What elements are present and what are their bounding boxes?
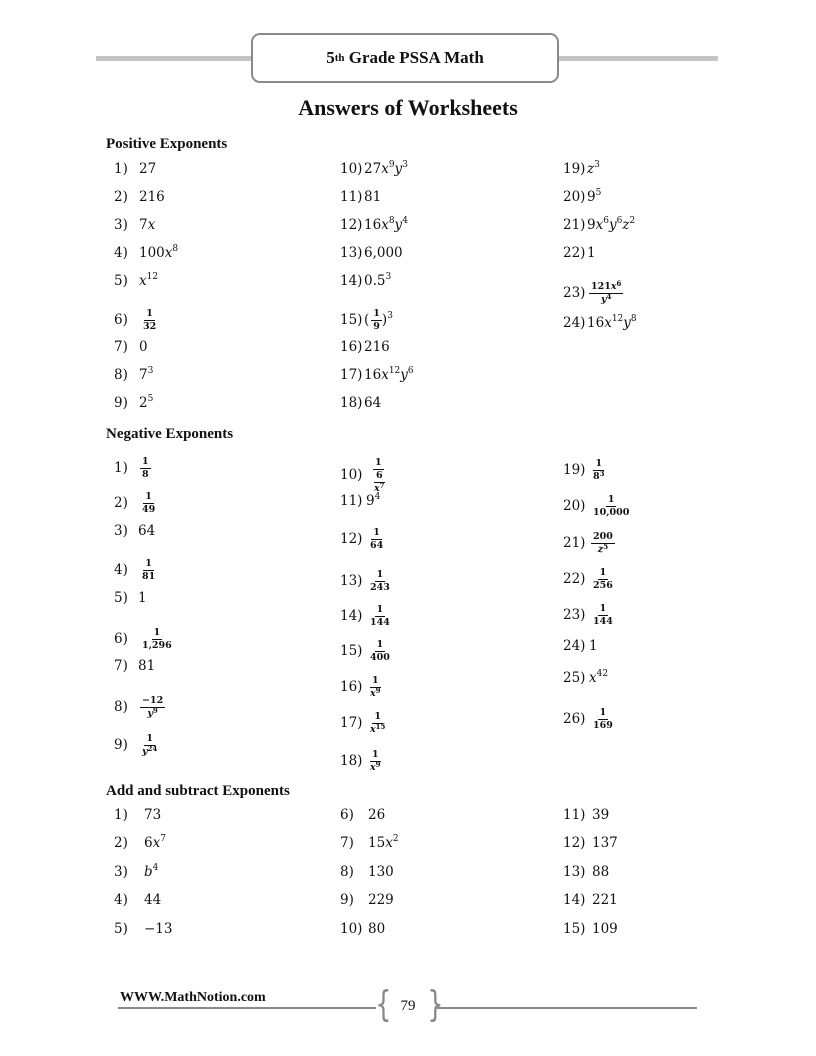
answer-number: 25)	[563, 670, 586, 686]
answer-value: 80	[368, 921, 386, 937]
nested-fraction: $\frac{6}{x^7}$	[374, 469, 385, 494]
fraction	[591, 708, 615, 731]
answer-value	[139, 309, 158, 332]
fraction	[368, 570, 392, 593]
numerator: $121x^6$	[591, 279, 622, 292]
answer-item	[114, 863, 159, 880]
answer-item	[340, 309, 393, 332]
answer-item	[114, 834, 166, 851]
numerator: 1	[146, 733, 153, 744]
answer-value: 26	[368, 807, 386, 823]
answer-item	[340, 809, 385, 823]
answer-item	[563, 247, 596, 261]
answer-item	[340, 640, 392, 663]
answer-number: 15)	[340, 642, 363, 659]
answer-number: 2)	[114, 189, 128, 205]
denominator: $x^9$	[370, 759, 381, 773]
answer-number: 5)	[114, 590, 128, 606]
fraction	[591, 568, 615, 591]
answer-item	[340, 894, 394, 908]
answer-item	[114, 366, 154, 383]
numerator: 1	[376, 569, 384, 580]
answer-item	[114, 492, 157, 515]
answer-value: 130	[368, 864, 394, 880]
answer-number: 10)	[340, 921, 363, 937]
answer-number: 12)	[563, 835, 586, 851]
denominator: $y^9$	[147, 705, 158, 719]
inner-fraction: $\frac{1}{9}$	[373, 308, 380, 332]
numerator: 1	[376, 604, 384, 615]
page-number: 79	[400, 998, 416, 1014]
answer-number: 19)	[563, 161, 586, 177]
answer-number: 8)	[114, 367, 128, 383]
fraction	[368, 458, 389, 494]
denominator: $x^9$	[370, 685, 381, 699]
page-title: Answers of Worksheets	[298, 95, 518, 120]
section-title-addsub: Add and subtract Exponents	[106, 783, 290, 799]
answer-number: 3)	[114, 217, 128, 233]
answer-number: 2)	[114, 835, 128, 851]
numerator: 1	[599, 707, 607, 718]
answer-item	[563, 708, 615, 731]
answer-number: 24)	[563, 315, 586, 331]
fraction	[140, 628, 174, 651]
answer-number: 11)	[563, 807, 586, 823]
answer-number: 3)	[114, 864, 128, 880]
answer-item	[114, 341, 148, 355]
answer-value	[138, 628, 174, 651]
answer-value: $15x^2$	[368, 834, 399, 851]
answer-value	[366, 528, 385, 551]
answer-number: 6)	[114, 311, 128, 328]
answer-value	[366, 712, 387, 735]
fraction	[140, 734, 159, 757]
answer-item	[563, 669, 609, 686]
answer-item	[114, 592, 147, 606]
answer-number: 13)	[563, 864, 586, 880]
answer-number: 11)	[340, 189, 363, 205]
answer-number: 1)	[114, 459, 128, 476]
answer-number: 7)	[340, 835, 354, 851]
footer-rule-right	[437, 1007, 697, 1009]
fraction	[140, 457, 151, 480]
denominator: 243	[370, 581, 390, 593]
answer-value: 137	[592, 835, 618, 851]
numerator: 1	[374, 457, 382, 468]
fraction	[591, 495, 631, 518]
answer-number: 9)	[114, 395, 128, 411]
header-box	[251, 33, 559, 83]
answer-number: 21)	[563, 534, 586, 551]
answer-item	[340, 712, 387, 735]
answer-number: 19)	[563, 461, 586, 478]
footer-rule-left	[118, 1007, 376, 1009]
numerator: 1	[373, 527, 380, 538]
numerator: 200	[593, 531, 613, 542]
answer-value: 7x	[139, 217, 156, 233]
answer-value: $9x^6y^6z^2$	[587, 216, 636, 233]
answer-item	[340, 458, 389, 494]
answer-value	[366, 676, 383, 699]
answer-value: 81	[364, 189, 382, 205]
answer-number: 17)	[340, 714, 363, 731]
answer-value	[138, 457, 151, 480]
header-rule-left	[96, 56, 252, 61]
answer-value	[589, 459, 607, 482]
fraction	[368, 712, 387, 735]
header-grade: 5	[326, 48, 335, 67]
answer-item	[114, 628, 174, 651]
answer-item	[563, 279, 623, 305]
answer-value: $z^3$	[587, 160, 600, 177]
answer-value: $0.5^3$	[364, 272, 392, 289]
answer-value: 221	[592, 892, 618, 908]
answer-item	[114, 734, 159, 757]
answer-value	[366, 570, 392, 593]
answer-item	[563, 568, 615, 591]
answer-number: 5)	[114, 273, 128, 289]
answer-item	[340, 366, 414, 383]
answer-number: 3)	[114, 523, 128, 539]
answer-item	[563, 866, 609, 880]
answer-item	[340, 191, 381, 205]
numerator: 1	[376, 639, 384, 650]
answer-number: 8)	[340, 864, 354, 880]
answer-number: 10)	[340, 161, 363, 177]
answer-number: 6)	[340, 807, 354, 823]
answer-value: $6x^7$	[144, 834, 166, 851]
answer-number: 15)	[340, 311, 363, 328]
answer-number: 10)	[340, 467, 363, 484]
answer-value: 109	[592, 921, 618, 937]
answer-value: $100x^8$	[139, 244, 179, 261]
answer-item	[563, 837, 618, 851]
fraction	[368, 640, 392, 663]
answer-item	[340, 247, 403, 261]
answer-value: $27x^9y^3$	[364, 160, 408, 177]
denominator: 8	[142, 468, 149, 480]
answer-item	[114, 923, 173, 937]
answer-item	[340, 528, 385, 551]
answer-number: 24)	[563, 638, 586, 654]
answer-number: 4)	[114, 892, 128, 908]
answer-number: 7)	[114, 339, 128, 355]
answer-item	[114, 309, 158, 332]
answer-item	[340, 216, 408, 233]
fraction	[368, 676, 383, 699]
answer-item	[114, 660, 155, 674]
answer-item	[114, 809, 161, 823]
numerator: 1	[599, 603, 607, 614]
answer-value: 64	[364, 395, 382, 411]
answer-item	[563, 188, 602, 205]
answer-number: 17)	[340, 367, 363, 383]
answer-value	[138, 696, 165, 719]
answer-value	[366, 458, 389, 494]
answer-number: 1)	[114, 807, 128, 823]
answer-number: 7)	[114, 658, 128, 674]
answer-value: $x^{42}$	[589, 669, 609, 686]
answer-value: 1	[138, 590, 147, 606]
answer-number: 16)	[340, 678, 363, 695]
answer-number: 4)	[114, 245, 128, 261]
answer-number: 21)	[563, 217, 586, 233]
numerator: 1	[595, 458, 603, 469]
fraction	[368, 605, 392, 628]
fraction	[140, 492, 157, 515]
denominator: 256	[593, 579, 613, 591]
answer-number: 20)	[563, 497, 586, 514]
header-subject: Grade PSSA Math	[344, 48, 484, 67]
answer-item	[340, 570, 392, 593]
denominator: 32	[143, 320, 157, 332]
answer-item	[340, 834, 399, 851]
fraction	[591, 459, 607, 482]
answer-item	[340, 272, 392, 289]
numerator: −12	[142, 695, 164, 706]
answer-value	[138, 559, 157, 582]
fraction	[140, 559, 157, 582]
header-grade-sup: th	[334, 52, 345, 64]
answer-value	[366, 640, 392, 663]
denominator: $y^{24}$	[142, 743, 158, 757]
answer-item	[114, 696, 165, 719]
denominator: $z^5$	[597, 541, 609, 555]
answer-item	[340, 160, 408, 177]
answer-item	[563, 894, 618, 908]
answer-number: 12)	[340, 530, 363, 547]
answer-item	[563, 160, 600, 177]
answer-number: 23)	[563, 284, 586, 301]
answer-item	[114, 244, 179, 261]
answer-number: 8)	[114, 698, 128, 715]
answer-number: 14)	[340, 273, 363, 289]
answer-number: 18)	[340, 752, 363, 769]
answer-value	[589, 708, 615, 731]
footer-website: WWW.MathNotion.com	[120, 990, 266, 1005]
answer-value	[589, 495, 631, 518]
answer-value: $b^4$	[144, 863, 159, 880]
fraction	[140, 696, 165, 719]
answer-value	[138, 492, 157, 515]
answer-item	[563, 532, 615, 555]
answer-value	[366, 750, 383, 773]
answer-item	[114, 394, 154, 411]
answer-item	[340, 750, 383, 773]
answer-number: 18)	[340, 395, 363, 411]
answer-value: 64	[138, 523, 156, 539]
denominator: $y^4$	[600, 291, 612, 305]
answer-item	[114, 457, 151, 480]
fraction	[368, 528, 385, 551]
answer-item	[563, 604, 615, 627]
answer-number: 13)	[340, 572, 363, 589]
answer-item	[114, 191, 165, 205]
answer-item	[340, 397, 381, 411]
numerator: 1	[371, 749, 379, 760]
answer-item	[563, 923, 618, 937]
right-brace-icon: }	[427, 984, 444, 1025]
denominator: 400	[370, 651, 390, 663]
answer-value: $2^5$	[139, 394, 154, 411]
answer-number: 4)	[114, 561, 128, 578]
numerator: 1	[145, 558, 152, 569]
denominator: $8^3$	[593, 468, 605, 482]
answer-value: 1	[587, 245, 596, 261]
denominator: 64	[370, 539, 384, 551]
answer-item	[114, 559, 157, 582]
denominator: 49	[142, 503, 156, 515]
numerator: 1	[607, 494, 615, 505]
answer-number: 22)	[563, 570, 586, 587]
answer-value: $9^4$	[366, 492, 381, 509]
answer-item	[563, 459, 607, 482]
answer-item	[114, 163, 156, 177]
answer-value: −13	[144, 921, 173, 937]
answer-item	[563, 314, 637, 331]
answer-value: 88	[592, 864, 610, 880]
numerator: 1	[153, 627, 161, 638]
answer-value: $9^5$	[587, 188, 602, 205]
header-rule-right	[558, 56, 718, 61]
denominator	[368, 470, 389, 494]
fraction	[368, 750, 383, 773]
answer-number: 9)	[340, 892, 354, 908]
denominator: 81	[142, 570, 156, 582]
answer-value: $16x^{12}y^6$	[364, 366, 414, 383]
fraction	[591, 604, 615, 627]
answer-item	[114, 525, 155, 539]
answer-number: 6)	[114, 630, 128, 647]
answer-value: $x^{12}$	[139, 272, 159, 289]
answer-number: 11)	[340, 493, 363, 509]
answer-item	[114, 272, 159, 289]
answer-number: 9)	[114, 736, 128, 753]
answer-value: $7^3$	[139, 366, 154, 383]
answer-number: 14)	[340, 607, 363, 624]
numerator: 1	[145, 491, 152, 502]
answer-value: 216	[364, 339, 390, 355]
answer-value: $16x^8y^4$	[364, 216, 408, 233]
answer-value	[138, 734, 159, 757]
numerator: 1	[371, 675, 379, 686]
answer-value: 229	[368, 892, 394, 908]
answer-item	[563, 640, 598, 654]
numerator: 1	[146, 308, 153, 319]
answer-item	[563, 495, 631, 518]
fraction	[589, 279, 623, 305]
answer-number: 23)	[563, 606, 586, 623]
answer-value	[589, 532, 615, 555]
denominator: $x^{15}$	[370, 721, 386, 735]
denominator: 169	[593, 719, 613, 731]
answer-value	[589, 604, 615, 627]
denominator: 144	[593, 615, 613, 627]
answer-number: 13)	[340, 245, 363, 261]
answer-value	[366, 605, 392, 628]
answer-number: 12)	[340, 217, 363, 233]
answer-item	[340, 341, 390, 355]
denominator: 10,000	[593, 506, 630, 518]
answer-item	[340, 923, 385, 937]
answer-item	[340, 676, 383, 699]
answer-item	[114, 219, 155, 233]
fraction	[591, 532, 615, 555]
answer-value: 39	[592, 807, 610, 823]
answer-value: $16x^{12}y^8$	[587, 314, 637, 331]
answer-value: ( $\frac{1}{9}$ )$^3$	[364, 308, 393, 332]
answer-item	[563, 216, 636, 233]
section-title-positive: Positive Exponents	[106, 136, 228, 152]
answer-item	[114, 894, 161, 908]
answer-value: 73	[144, 807, 162, 823]
numerator: 1	[142, 456, 149, 467]
answer-item	[340, 605, 392, 628]
denominator: 1,296	[142, 639, 172, 651]
answer-value: 81	[138, 658, 156, 674]
answer-number: 16)	[340, 339, 363, 355]
answer-value	[589, 568, 615, 591]
numerator: 1	[599, 567, 607, 578]
answer-value	[587, 279, 623, 305]
answer-value: 216	[139, 189, 165, 205]
answer-item	[563, 809, 609, 823]
denominator: 144	[370, 616, 390, 628]
answer-value: 27	[139, 161, 157, 177]
answer-value: 1	[589, 638, 598, 654]
numerator: 1	[374, 711, 382, 722]
answer-number: 1)	[114, 161, 128, 177]
answer-value: 44	[144, 892, 162, 908]
answer-item	[340, 866, 394, 880]
left-brace-icon: {	[375, 984, 392, 1025]
answer-number: 15)	[563, 921, 586, 937]
answer-number: 26)	[563, 710, 586, 727]
answer-number: 22)	[563, 245, 586, 261]
answer-number: 5)	[114, 921, 128, 937]
answer-value: 0	[139, 339, 148, 355]
answer-number: 20)	[563, 189, 586, 205]
answer-number: 2)	[114, 494, 128, 511]
answer-number: 14)	[563, 892, 586, 908]
answer-value: 6,000	[364, 245, 403, 261]
fraction	[141, 309, 158, 332]
section-title-negative: Negative Exponents	[106, 426, 234, 442]
answer-item	[340, 492, 381, 509]
